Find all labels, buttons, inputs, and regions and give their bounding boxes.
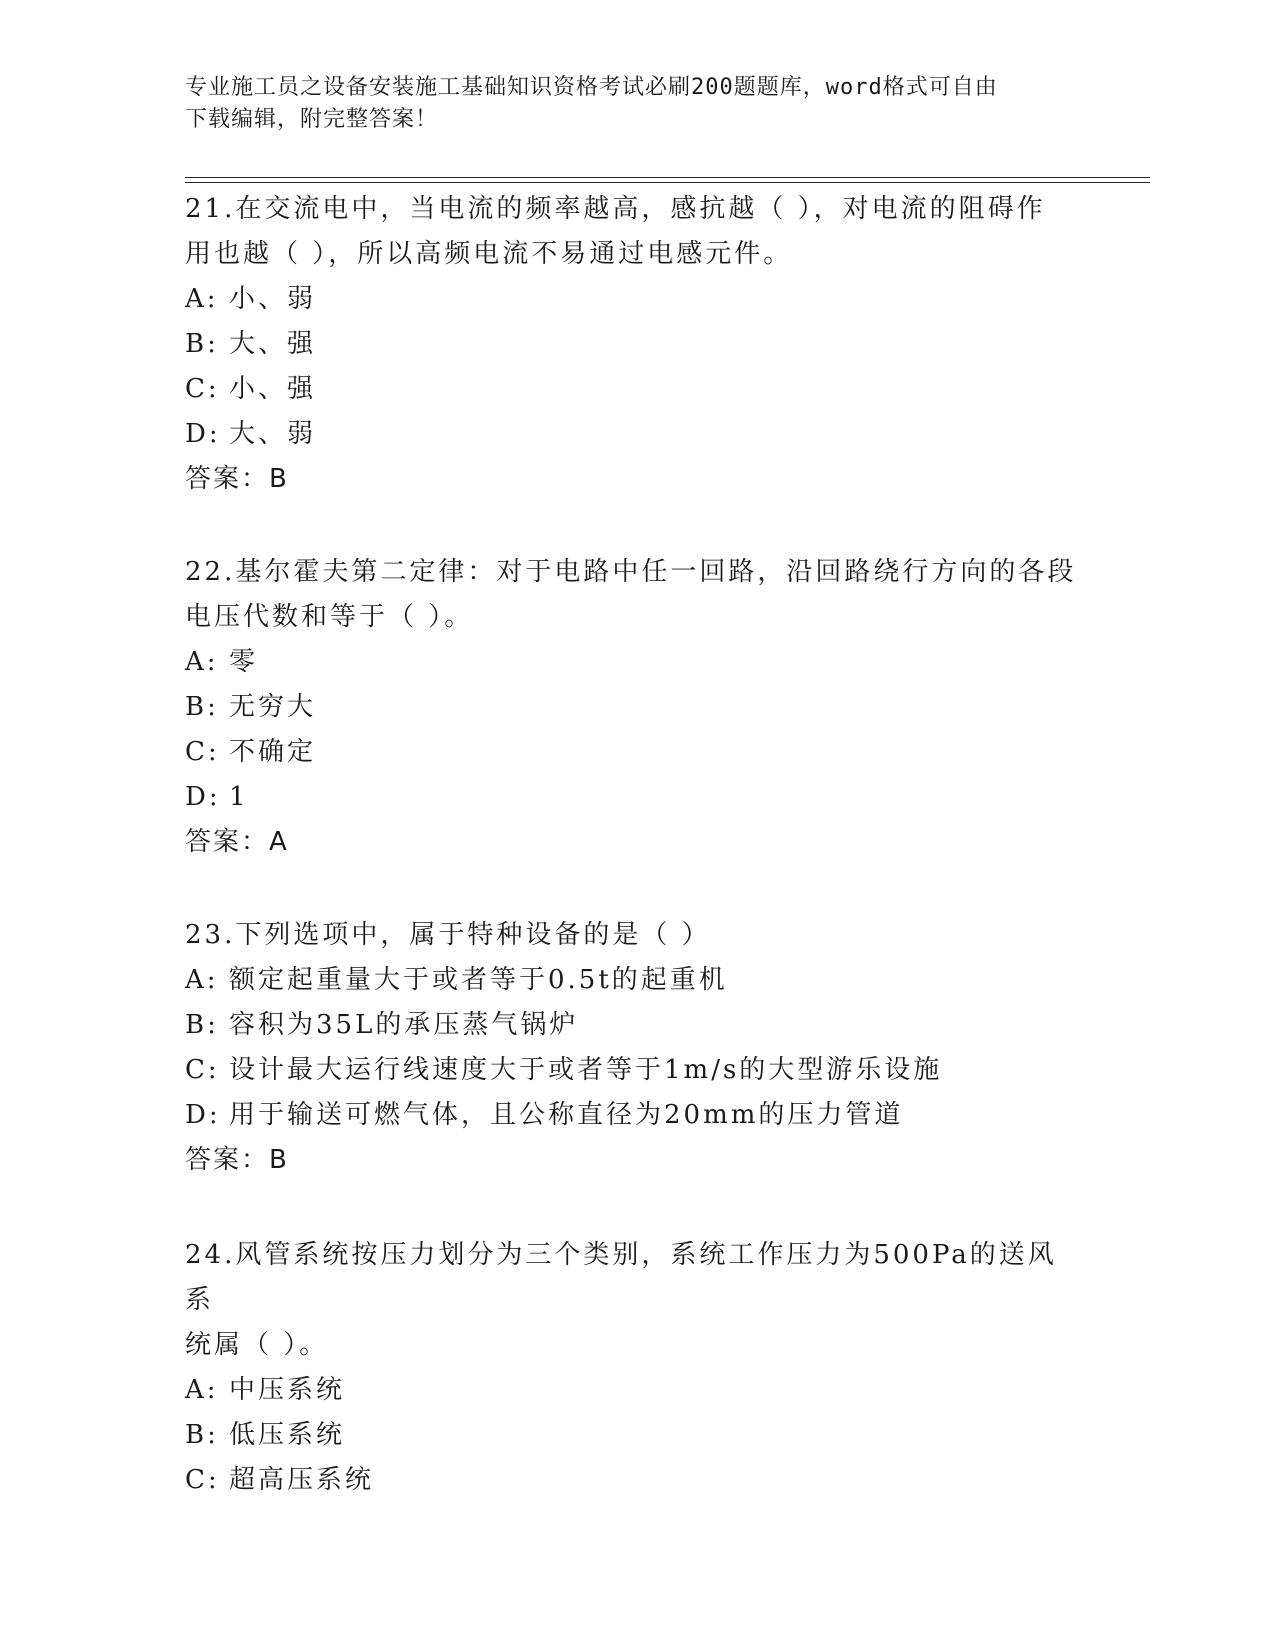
option-text: 低压系统 [229,1420,346,1450]
answer-line: 答案：B [185,464,289,494]
option-letter: D: [185,1100,221,1130]
option-letter: B: [185,1010,219,1040]
answer-line: 答案：B [185,1145,289,1175]
option-letter: A: [185,647,219,677]
option-b [185,685,1085,730]
option-b [185,322,1085,367]
option-c [185,730,1085,775]
option-letter: B: [185,1420,219,1450]
option-letter: D: [185,782,221,812]
header-line-2: 下载编辑，附完整答案！ [185,107,439,132]
question-text-line: 24.风管系统按压力划分为三个类别，系统工作压力为500Pa的送风系 [185,1240,1057,1315]
document-header [185,72,1065,136]
question-21 [185,187,1085,502]
question-text-line: 统属（ ）。 [185,1330,329,1360]
answer-line: 答案：A [185,827,289,857]
question-text-line: 23.下列选项中，属于特种设备的是（ ） [185,920,711,950]
option-letter: A: [185,1375,219,1405]
header-divider-bottom [185,182,1150,183]
option-text: 大、强 [229,329,317,359]
option-a [185,277,1085,322]
question-text-line: 21.在交流电中，当电流的频率越高，感抗越（ ），对电流的阻碍作 [185,194,1046,224]
header-divider-top [185,177,1150,178]
option-letter: C: [185,737,220,767]
option-text: 小、强 [229,374,317,404]
option-c [185,1048,1085,1093]
option-letter: A: [185,965,219,995]
option-letter: C: [185,1465,220,1495]
option-text: 零 [229,647,259,677]
option-text: 1 [229,782,249,812]
option-a [185,958,1085,1003]
option-text: 超高压系统 [229,1465,375,1495]
option-d [185,412,1085,457]
question-23 [185,913,1085,1183]
option-b [185,1413,1085,1458]
option-text: 无穷大 [229,692,317,722]
question-24 [185,1233,1085,1503]
option-text: 容积为35L的承压蒸气锅炉 [229,1010,579,1040]
option-d [185,775,1085,820]
option-d [185,1093,1085,1138]
question-text-line: 电压代数和等于（ ）。 [185,602,474,632]
question-text-line: 用也越（ ），所以高频电流不易通过电感元件。 [185,239,793,269]
option-letter: B: [185,692,219,722]
option-c [185,1458,1085,1503]
option-letter: A: [185,284,219,314]
option-text: 中压系统 [229,1375,346,1405]
option-text: 不确定 [229,737,317,767]
option-text: 小、弱 [229,284,317,314]
option-letter: C: [185,374,220,404]
option-text: 额定起重量大于或者等于0.5t的起重机 [229,965,728,995]
option-c [185,367,1085,412]
option-text: 用于输送可燃气体，且公称直径为20mm的压力管道 [229,1100,904,1130]
header-line-1: 专业施工员之设备安装施工基础知识资格考试必刷200题题库，word格式可自由 [185,75,998,100]
option-letter: D: [185,419,221,449]
question-text-line: 22.基尔霍夫第二定律：对于电路中任一回路，沿回路绕行方向的各段 [185,557,1077,587]
option-text: 设计最大运行线速度大于或者等于1m/s的大型游乐设施 [229,1055,943,1085]
option-letter: B: [185,329,219,359]
option-a [185,1368,1085,1413]
option-text: 大、弱 [229,419,317,449]
option-letter: C: [185,1055,220,1085]
option-a [185,640,1085,685]
option-b [185,1003,1085,1048]
question-22 [185,550,1085,865]
